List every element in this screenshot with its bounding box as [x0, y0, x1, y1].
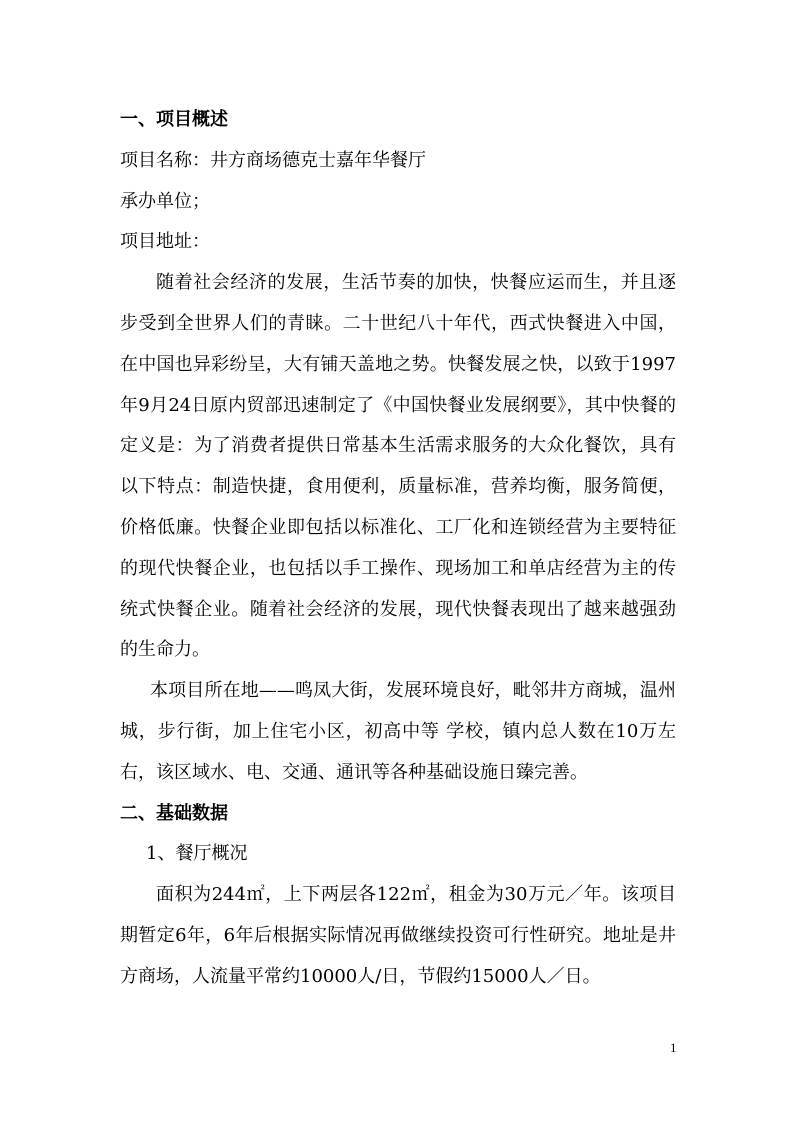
overview-paragraph-location: 本项目所在地——鸣凤大街，发展环境良好，毗邻井方商城，温州城，步行街，加上住宅小区，初高中等 学校，镇内总人数在10万左右，该区域水、电、交通、通讯等各种基础设施日臻完善。 [120, 680, 676, 783]
document-body [120, 100, 676, 998]
overview-paragraph-fastfood: 随着社会经济的发展，生活节奏的加快，快餐应运而生，并且逐步受到全世界人们的青睐。二十世纪八十年代，西式快餐进入中国，在中国也异彩纷呈，大有铺天盖地之势。快餐发展之快，以致于1997年9月24日原内贸部迅速制定了《中国快餐业发展纲要》，其中快餐的定义是：为了消费者提供日常基本生活需求服务的大众化餐饮，具有以下特点：制造快捷，食用便利，质量标准，营养均衡，服务简便，价格低廉。快餐企业即包括以标准化、工厂化和连锁经营为主要特征的现代快餐企业，也包括以手工操作、现场加工和单店经营为主的传统式快餐企业。随着社会经济的发展，现代快餐表现出了越来越强劲的生命力。 [120, 272, 676, 661]
subheading-restaurant-overview: 1、餐厅概况 [146, 843, 248, 865]
section-heading-overview: 一、项目概述 [120, 109, 228, 130]
project-address-line: 项目地址： [120, 231, 210, 253]
page-number: 1 [670, 1040, 677, 1055]
project-name-line: 项目名称：井方商场德克士嘉年华餐厅 [120, 149, 426, 171]
organizer-line: 承办单位； [120, 190, 210, 212]
restaurant-overview-paragraph: 面积为244㎡，上下两层各122㎡，租金为30万元／年。该项目期暂定6年，6年后根据实际情况再做继续投资可行性研究。地址是井方商场，人流量平常约10000人/日，节假约15000人／日。 [120, 884, 676, 987]
section-heading-basic-data: 二、基础数据 [120, 802, 228, 824]
